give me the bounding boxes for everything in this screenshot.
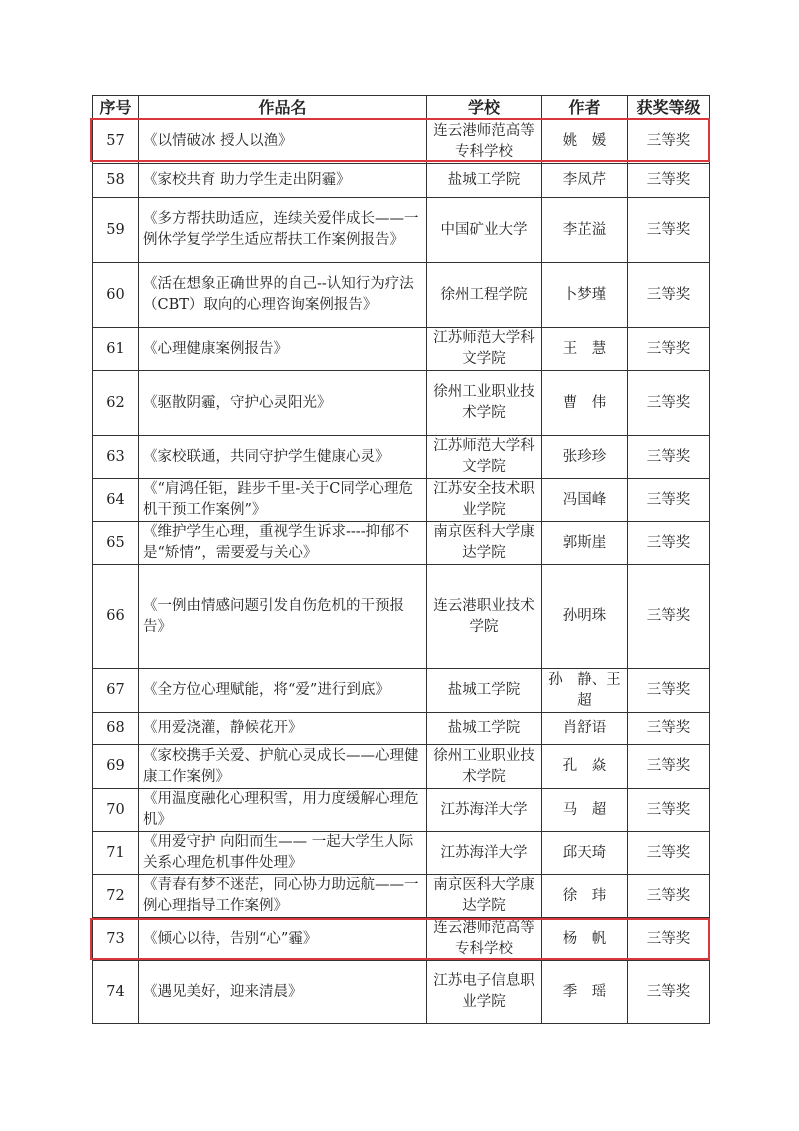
- cell-author: 邱天琦: [542, 832, 628, 875]
- cell-no: 66: [93, 565, 139, 669]
- table-row: [93, 120, 710, 164]
- cell-no: 63: [93, 436, 139, 479]
- cell-school: 连云港师范高等专科学校: [427, 918, 542, 961]
- table-row: [93, 789, 710, 832]
- cell-title: 《心理健康案例报告》: [139, 328, 427, 371]
- cell-no: 68: [93, 713, 139, 745]
- cell-school: 盐城工学院: [427, 713, 542, 745]
- table-row: [93, 479, 710, 522]
- cell-author: 孔 焱: [542, 745, 628, 789]
- cell-author: 肖舒语: [542, 713, 628, 745]
- cell-title: 《倾心以待，告别“心”霾》: [139, 918, 427, 961]
- cell-school: 江苏海洋大学: [427, 832, 542, 875]
- cell-author: 李凤芹: [542, 164, 628, 198]
- header-row: [93, 96, 710, 120]
- cell-no: 59: [93, 198, 139, 263]
- cell-level: 三等奖: [628, 436, 710, 479]
- table-row: [93, 565, 710, 669]
- cell-school: 连云港师范高等专科学校: [427, 120, 542, 164]
- cell-no: 73: [93, 918, 139, 961]
- col-header-school: 学校: [427, 96, 542, 120]
- cell-title: 《一例由情感问题引发自伤危机的干预报告》: [139, 565, 427, 669]
- cell-author: 马 超: [542, 789, 628, 832]
- cell-level: 三等奖: [628, 164, 710, 198]
- cell-title: 《多方帮扶助适应，连续关爱伴成长——一例休学复学学生适应帮扶工作案例报告》: [139, 198, 427, 263]
- cell-school: 江苏安全技术职业学院: [427, 479, 542, 522]
- table-row: [93, 164, 710, 198]
- cell-title: 《驱散阴霾，守护心灵阳光》: [139, 371, 427, 436]
- cell-title: 《“肩鸿任钜，跬步千里-关于C同学心理危机干预工作案例”》: [139, 479, 427, 522]
- cell-no: 71: [93, 832, 139, 875]
- col-header-level: 获奖等级: [628, 96, 710, 120]
- cell-title: 《用温度融化心理积雪，用力度缓解心理危机》: [139, 789, 427, 832]
- cell-no: 72: [93, 875, 139, 918]
- cell-no: 60: [93, 263, 139, 328]
- cell-title: 《活在想象正确世界的自己--认知行为疗法（CBT）取向的心理咨询案例报告》: [139, 263, 427, 328]
- cell-author: 杨 帆: [542, 918, 628, 961]
- table-row: [93, 198, 710, 263]
- cell-no: 67: [93, 669, 139, 713]
- cell-no: 58: [93, 164, 139, 198]
- cell-no: 64: [93, 479, 139, 522]
- cell-title: 《全方位心理赋能，将“爱”进行到底》: [139, 669, 427, 713]
- cell-author: 徐 玮: [542, 875, 628, 918]
- cell-no: 69: [93, 745, 139, 789]
- cell-author: 姚 媛: [542, 120, 628, 164]
- cell-level: 三等奖: [628, 918, 710, 961]
- table-row: [93, 713, 710, 745]
- cell-level: 三等奖: [628, 198, 710, 263]
- cell-author: 曹 伟: [542, 371, 628, 436]
- table-row: [93, 328, 710, 371]
- cell-level: 三等奖: [628, 565, 710, 669]
- cell-level: 三等奖: [628, 522, 710, 565]
- cell-level: 三等奖: [628, 961, 710, 1024]
- cell-level: 三等奖: [628, 479, 710, 522]
- table-row: [93, 263, 710, 328]
- cell-school: 徐州工业职业技术学院: [427, 745, 542, 789]
- cell-level: 三等奖: [628, 371, 710, 436]
- cell-level: 三等奖: [628, 789, 710, 832]
- col-header-title: 作品名: [139, 96, 427, 120]
- cell-no: 62: [93, 371, 139, 436]
- cell-title: 《维护学生心理，重视学生诉求----抑郁不是“矫情”，需要爱与关心》: [139, 522, 427, 565]
- cell-title: 《家校共育 助力学生走出阴霾》: [139, 164, 427, 198]
- cell-title: 《遇见美好，迎来清晨》: [139, 961, 427, 1024]
- cell-author: 郭斯崖: [542, 522, 628, 565]
- cell-author: 王 慧: [542, 328, 628, 371]
- cell-school: 江苏电子信息职业学院: [427, 961, 542, 1024]
- col-header-author: 作者: [542, 96, 628, 120]
- cell-no: 70: [93, 789, 139, 832]
- cell-school: 连云港职业技术学院: [427, 565, 542, 669]
- table-row: [93, 832, 710, 875]
- cell-school: 徐州工业职业技术学院: [427, 371, 542, 436]
- table-body: [93, 120, 710, 1024]
- table-row: [93, 918, 710, 961]
- cell-title: 《以情破冰 授人以渔》: [139, 120, 427, 164]
- cell-school: 盐城工学院: [427, 669, 542, 713]
- cell-level: 三等奖: [628, 745, 710, 789]
- cell-author: 冯国峰: [542, 479, 628, 522]
- cell-school: 江苏师范大学科文学院: [427, 436, 542, 479]
- table-row: [93, 875, 710, 918]
- col-header-no: 序号: [93, 96, 139, 120]
- table-row: [93, 522, 710, 565]
- cell-author: 张珍珍: [542, 436, 628, 479]
- cell-level: 三等奖: [628, 120, 710, 164]
- cell-title: 《用爱守护 向阳而生—— 一起大学生人际关系心理危机事件处理》: [139, 832, 427, 875]
- cell-school: 南京医科大学康达学院: [427, 875, 542, 918]
- cell-author: 卜梦瑾: [542, 263, 628, 328]
- cell-no: 61: [93, 328, 139, 371]
- table-row: [93, 745, 710, 789]
- award-table: [92, 95, 710, 1024]
- cell-level: 三等奖: [628, 263, 710, 328]
- cell-no: 57: [93, 120, 139, 164]
- table-row: [93, 436, 710, 479]
- cell-school: 徐州工程学院: [427, 263, 542, 328]
- cell-author: 李芷溢: [542, 198, 628, 263]
- cell-no: 74: [93, 961, 139, 1024]
- table-row: [93, 371, 710, 436]
- table-row: [93, 961, 710, 1024]
- cell-title: 《青春有梦不迷茫，同心协力助远航——一例心理指导工作案例》: [139, 875, 427, 918]
- cell-school: 南京医科大学康达学院: [427, 522, 542, 565]
- cell-level: 三等奖: [628, 832, 710, 875]
- cell-school: 江苏师范大学科文学院: [427, 328, 542, 371]
- cell-school: 中国矿业大学: [427, 198, 542, 263]
- cell-school: 盐城工学院: [427, 164, 542, 198]
- cell-author: 季 瑶: [542, 961, 628, 1024]
- cell-author: 孙明珠: [542, 565, 628, 669]
- cell-title: 《家校携手关爱、护航心灵成长——心理健康工作案例》: [139, 745, 427, 789]
- cell-title: 《用爱浇灌，静候花开》: [139, 713, 427, 745]
- cell-author: 孙 静、王 超: [542, 669, 628, 713]
- cell-level: 三等奖: [628, 328, 710, 371]
- cell-level: 三等奖: [628, 713, 710, 745]
- cell-level: 三等奖: [628, 875, 710, 918]
- cell-title: 《家校联通，共同守护学生健康心灵》: [139, 436, 427, 479]
- cell-level: 三等奖: [628, 669, 710, 713]
- cell-no: 65: [93, 522, 139, 565]
- table-row: [93, 669, 710, 713]
- cell-school: 江苏海洋大学: [427, 789, 542, 832]
